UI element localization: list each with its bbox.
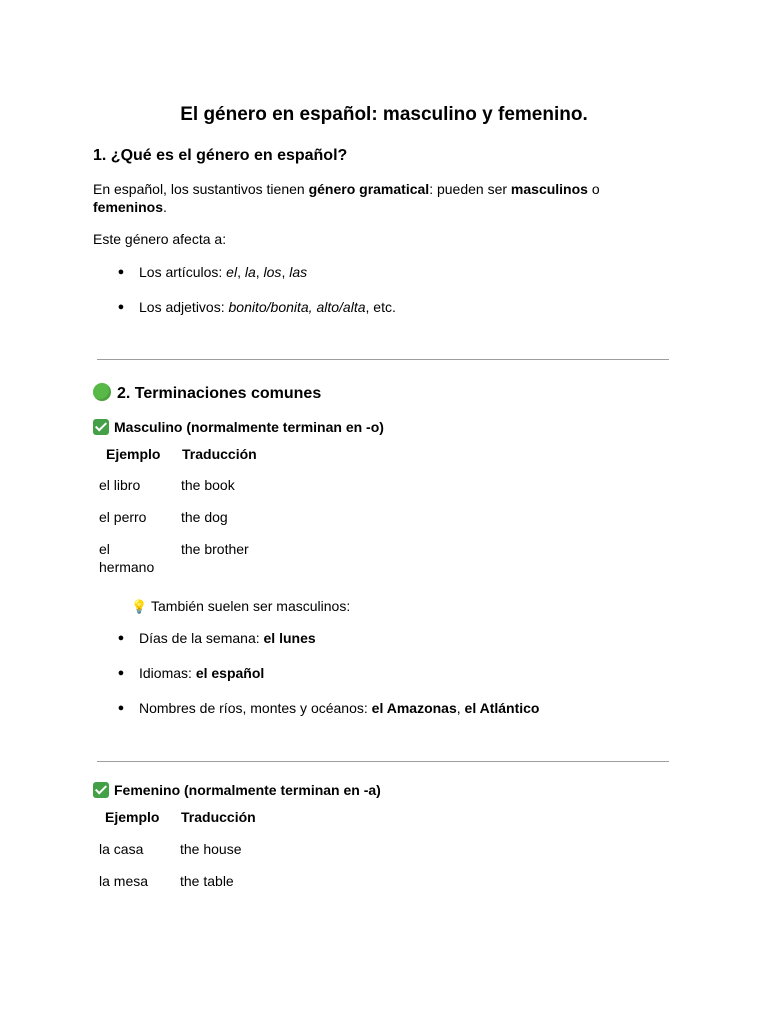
check-mark-icon — [93, 419, 109, 435]
table-cell-ejemplo: hermano — [99, 559, 155, 575]
list-item-nombres: Nombres de ríos, montes y océanos: el Amazonas, el Atlántico — [139, 700, 540, 716]
list-item-dias: Días de la semana: el lunes — [139, 630, 316, 646]
table-cell-traduccion: the book — [181, 477, 235, 493]
light-bulb-icon: 💡 — [131, 599, 148, 614]
table-cell-traduccion: the brother — [181, 541, 249, 557]
list-item-adjetivos: Los adjetivos: bonito/bonita, alto/alta, etc. — [139, 299, 396, 315]
affects-text: Este género afecta a: — [93, 231, 227, 247]
table-cell-ejemplo: la casa — [99, 841, 144, 857]
bullet-dot: ● — [117, 702, 125, 714]
masculino-heading: Masculino (normalmente terminan en -o) — [93, 418, 384, 436]
table-header-traduccion: Traducción — [182, 446, 257, 462]
document-title: El género en español: masculino y femenino. — [180, 104, 588, 125]
tip-text: 💡 También suelen ser masculinos: — [131, 598, 351, 614]
table-cell-ejemplo: la mesa — [99, 873, 149, 889]
table-cell-traduccion: the dog — [181, 509, 228, 525]
table-header-ejemplo: Ejemplo — [105, 809, 160, 825]
table-cell-ejemplo: el perro — [99, 509, 147, 525]
bullet-dot: ● — [117, 266, 125, 278]
horizontal-divider — [97, 761, 669, 762]
section-2-heading: 2. Terminaciones comunes — [93, 383, 321, 404]
table-cell-traduccion: the table — [180, 873, 234, 889]
bullet-dot: ● — [117, 667, 125, 679]
bullet-dot: ● — [117, 632, 125, 644]
table-cell-ejemplo: el libro — [99, 477, 141, 493]
table-header-ejemplo: Ejemplo — [106, 446, 161, 462]
bullet-dot: ● — [117, 301, 125, 313]
table-cell-traduccion: the house — [180, 841, 242, 857]
table-header-traduccion: Traducción — [181, 809, 256, 825]
section-1-heading: 1. ¿Qué es el género en español? — [93, 147, 348, 164]
green-circle-icon — [93, 383, 111, 401]
horizontal-divider — [97, 359, 669, 360]
check-mark-icon — [93, 782, 109, 798]
list-item-idiomas: Idiomas: el español — [139, 665, 265, 681]
list-item-articulos: Los artículos: el, la, los, las — [139, 264, 308, 280]
intro-paragraph-line-2: femeninos. — [93, 199, 167, 215]
table-cell-ejemplo: el — [99, 541, 110, 557]
intro-paragraph-line-1: En español, los sustantivos tienen género gramatical: pueden ser masculinos o — [93, 181, 600, 197]
femenino-heading: Femenino (normalmente terminan en -a) — [93, 781, 381, 799]
